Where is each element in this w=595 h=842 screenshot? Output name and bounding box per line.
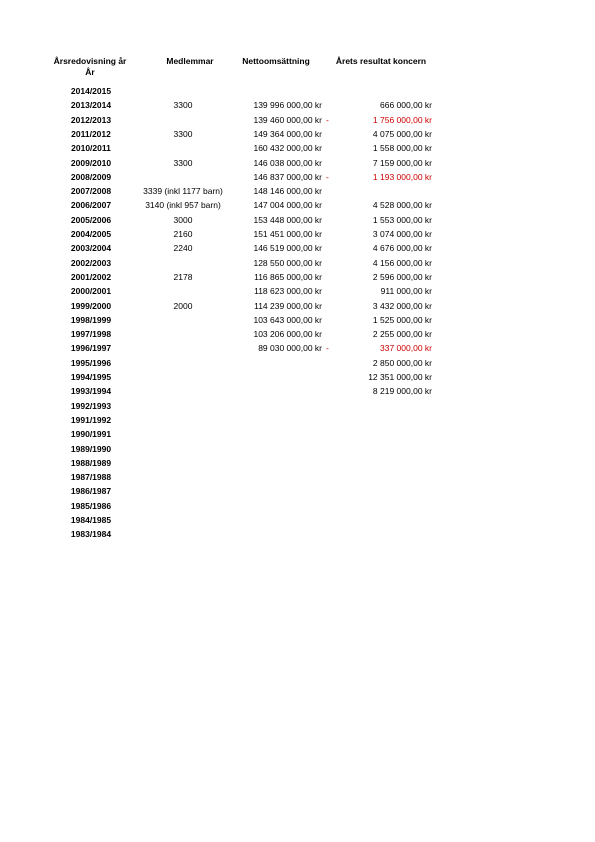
result-cell: 3 074 000,00 kr [372,229,432,239]
year-cell: 1989/1990 [70,443,112,454]
net-sales-cell: 146 519 000,00 kr [253,243,322,254]
year-cell: 1996/1997 [70,343,112,354]
net-sales-cell: 160 432 000,00 kr [253,143,322,154]
year-cell: 1998/1999 [70,314,112,325]
result-cell: 2 596 000,00 kr [372,271,432,282]
table-row [0,384,595,398]
result-cell: 4 156 000,00 kr [372,257,432,268]
table-row [0,499,595,513]
year-cell: 1984/1985 [70,515,112,525]
net-sales-cell: 114 239 000,00 kr [254,300,322,311]
table-row [0,127,595,141]
table-row [0,170,595,184]
year-cell: 1992/1993 [70,400,112,411]
table-row [0,184,595,198]
table-row [0,513,595,527]
year-cell: 2013/2014 [70,100,112,111]
net-sales-cell: 139 996 000,00 kr [253,100,322,111]
year-cell: 2000/2001 [70,286,112,297]
table-row [0,227,595,241]
table-row [0,527,595,541]
members-cell: 3300 [173,128,193,139]
table-row [0,356,595,370]
result-cell: 4 528 000,00 kr [372,200,432,211]
table-row [0,198,595,212]
members-cell: 2160 [173,229,193,239]
year-cell: 2010/2011 [71,143,111,154]
net-sales-cell: 153 448 000,00 kr [253,214,322,225]
year-cell: 1983/1984 [70,529,112,540]
year-cell: 2001/2002 [70,271,112,282]
net-sales-cell: 116 865 000,00 kr [254,271,322,282]
year-cell: 2006/2007 [70,200,112,211]
year-cell: 1990/1991 [70,429,112,440]
table-row [0,456,595,470]
result-cell: 337 000,00 kr [380,343,432,354]
table-row [0,427,595,441]
year-cell: 1986/1987 [70,486,112,497]
net-sales-cell: 103 206 000,00 kr [253,329,322,340]
year-cell: 1993/1994 [70,386,112,397]
year-cell: 2011/2012 [71,128,111,139]
year-cell: 2014/2015 [70,86,112,96]
table-row [0,442,595,456]
result-cell: 4 075 000,00 kr [372,128,432,139]
negative-sign: - [326,171,329,182]
table-row [0,399,595,413]
net-sales-cell: 139 460 000,00 kr [253,114,322,125]
year-cell: 1985/1986 [70,500,112,511]
year-cell: 2005/2006 [70,214,112,225]
year-cell: 2003/2004 [70,243,112,254]
year-cell: 1997/1998 [70,329,112,340]
result-cell: 2 255 000,00 kr [372,329,432,340]
net-sales-cell: 146 038 000,00 kr [253,157,322,168]
result-cell: 1 756 000,00 kr [372,114,432,125]
year-cell: 1994/1995 [70,372,112,382]
year-cell: 2007/2008 [70,186,112,197]
net-sales-cell: 128 550 000,00 kr [253,257,322,268]
net-sales-cell: 103 643 000,00 kr [253,314,322,325]
year-cell: 2009/2010 [70,157,112,168]
members-cell: 3140 (inkl 957 barn) [145,200,221,211]
result-cell: 1 558 000,00 kr [372,143,432,154]
table-row [0,370,595,384]
net-sales-cell: 149 364 000,00 kr [253,128,322,139]
result-cell: 7 159 000,00 kr [372,157,432,168]
result-cell: 8 219 000,00 kr [372,386,432,397]
year-cell: 1995/1996 [70,357,112,368]
table-row [0,341,595,355]
year-cell: 2004/2005 [70,229,112,239]
net-sales-cell: 148 146 000,00 kr [253,186,322,197]
table-row [0,156,595,170]
year-cell: 1991/1992 [70,414,112,425]
result-cell: 2 850 000,00 kr [372,357,432,368]
header-year-line1: Årsredovisning år [53,56,127,66]
table-row [0,313,595,327]
members-cell: 3300 [173,100,193,111]
table-row [0,141,595,155]
year-cell: 2002/2003 [70,257,112,268]
header-result: Årets resultat koncern [335,56,427,66]
net-sales-cell: 118 623 000,00 kr [254,286,322,297]
members-cell: 2240 [173,243,193,254]
negative-sign: - [326,114,329,125]
table-row [0,256,595,270]
result-cell: 12 351 000,00 kr [368,372,432,382]
year-cell: 1988/1989 [70,457,112,468]
net-sales-cell: 146 837 000,00 kr [253,171,322,182]
table-row [0,213,595,227]
year-cell: 2008/2009 [70,171,112,182]
table-row [0,299,595,313]
table-row [0,327,595,341]
result-cell: 1 553 000,00 kr [372,214,432,225]
negative-sign: - [326,343,329,354]
result-cell: 666 000,00 kr [380,100,432,111]
header-year-line2: År [85,67,95,77]
members-cell: 3300 [173,157,193,168]
result-cell: 4 676 000,00 kr [372,243,432,254]
result-cell: 911 000,00 kr [380,286,432,297]
members-cell: 3000 [173,214,193,225]
members-cell: 3339 (inkl 1177 barn) [143,186,223,197]
members-cell: 2178 [173,271,193,282]
net-sales-cell: 151 451 000,00 kr [253,229,322,239]
table-row [0,470,595,484]
members-cell: 2000 [173,300,193,311]
net-sales-cell: 89 030 000,00 kr [258,343,322,354]
table-row [0,413,595,427]
table-row [0,270,595,284]
result-cell: 1 193 000,00 kr [372,171,432,182]
result-cell: 3 432 000,00 kr [372,300,432,311]
header-net-sales: Nettoomsättning [242,56,310,66]
table-row [0,284,595,298]
header-members: Medlemmar [166,56,214,66]
table-row [0,113,595,127]
table-row [0,98,595,112]
result-cell: 1 525 000,00 kr [372,314,432,325]
table-row [0,484,595,498]
year-cell: 1987/1988 [70,472,112,483]
year-cell: 2012/2013 [70,114,112,125]
net-sales-cell: 147 004 000,00 kr [253,200,322,211]
header-year [46,56,134,78]
year-cell: 1999/2000 [70,300,112,311]
table-row [0,241,595,255]
table-row [0,84,595,98]
